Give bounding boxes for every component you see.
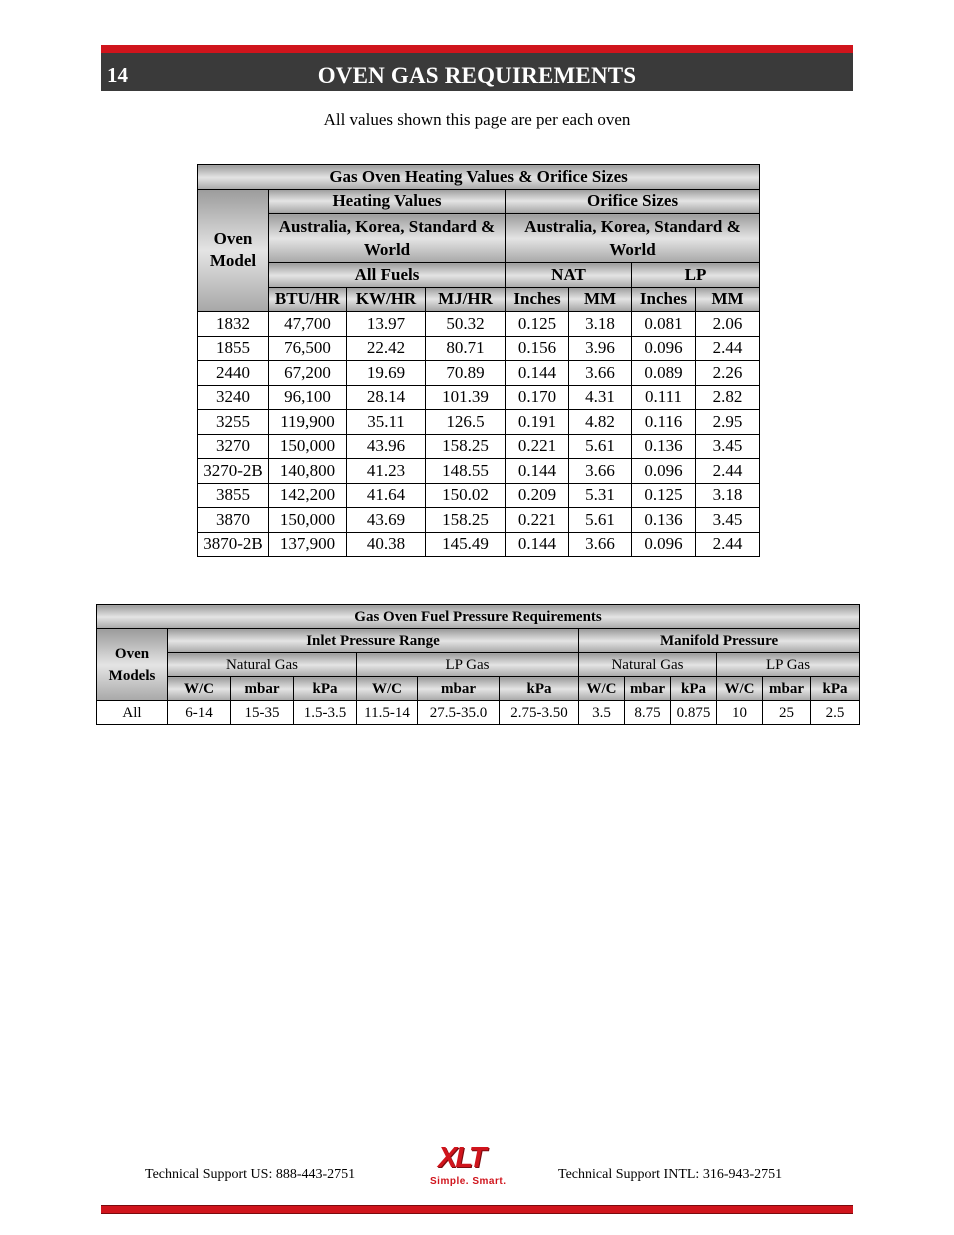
table-cell: 10 (717, 701, 763, 725)
table-cell: 28.14 (347, 385, 426, 410)
table-cell: 4.82 (569, 410, 632, 435)
column-header: W/C (717, 677, 763, 701)
table-cell: 148.55 (426, 459, 506, 484)
inlet-lp-gas-header: LP Gas (357, 653, 579, 677)
column-header: Inches (506, 287, 569, 312)
column-header: mbar (763, 677, 811, 701)
model-cell: 3855 (198, 483, 269, 508)
table-cell: 0.156 (506, 336, 569, 361)
table-cell: 5.61 (569, 508, 632, 533)
nat-header: NAT (506, 263, 632, 288)
orifice-sizes-header: Orifice Sizes (506, 189, 760, 214)
all-fuels-header: All Fuels (269, 263, 506, 288)
page-number: 14 (107, 63, 128, 87)
table-cell: 150,000 (269, 434, 347, 459)
fuel-pressure-table (96, 604, 860, 725)
table-cell: 76,500 (269, 336, 347, 361)
heating-table-title: Gas Oven Heating Values & Orifice Sizes (198, 165, 760, 190)
model-cell: 1832 (198, 312, 269, 337)
table-cell: 41.64 (347, 483, 426, 508)
table-row (198, 508, 760, 533)
table-cell: 8.75 (625, 701, 671, 725)
table-cell: 50.32 (426, 312, 506, 337)
lp-header: LP (632, 263, 760, 288)
table-cell: 0.191 (506, 410, 569, 435)
model-cell: 3870 (198, 508, 269, 533)
table-cell: 0.144 (506, 459, 569, 484)
table-cell: 3.5 (579, 701, 625, 725)
table-cell: 0.170 (506, 385, 569, 410)
manifold-lp-gas-header: LP Gas (717, 653, 860, 677)
oven-model-header: Oven Model (198, 189, 269, 312)
table-cell: 2.82 (696, 385, 760, 410)
model-cell: 1855 (198, 336, 269, 361)
oven-models-header: Oven Models (97, 629, 168, 701)
table-cell: 13.97 (347, 312, 426, 337)
page-subtitle: All values shown this page are per each oven (323, 110, 631, 129)
manifold-natural-gas-header: Natural Gas (579, 653, 717, 677)
model-cell: 3240 (198, 385, 269, 410)
table-cell: 35.11 (347, 410, 426, 435)
table-cell: 3.66 (569, 361, 632, 386)
logo-wordmark: XLT (438, 1142, 485, 1174)
table-cell: 0.081 (632, 312, 696, 337)
column-header: Inches (632, 287, 696, 312)
table-cell: 0.875 (671, 701, 717, 725)
page-header-bar (101, 45, 853, 91)
table-cell: 3.45 (696, 508, 760, 533)
column-header: W/C (579, 677, 625, 701)
table-cell: 0.221 (506, 508, 569, 533)
pressure-table-body (97, 701, 860, 725)
table-cell: 2.5 (811, 701, 860, 725)
table-cell: 96,100 (269, 385, 347, 410)
table-cell: 41.23 (347, 459, 426, 484)
table-cell: 142,200 (269, 483, 347, 508)
table-row (198, 385, 760, 410)
logo-tagline: Simple. Smart. (430, 1176, 507, 1187)
column-header: MM (696, 287, 760, 312)
table-cell: 0.136 (632, 508, 696, 533)
model-cell: 3270-2B (198, 459, 269, 484)
column-header: W/C (168, 677, 231, 701)
table-row (198, 361, 760, 386)
table-cell: 43.69 (347, 508, 426, 533)
table-cell: 0.144 (506, 532, 569, 557)
heating-region-header: Australia, Korea, Standard & World (269, 214, 506, 263)
table-row (198, 434, 760, 459)
heating-table-body (198, 312, 760, 557)
footer-rule (101, 1205, 853, 1214)
table-cell: 0.096 (632, 459, 696, 484)
table-row (97, 701, 860, 725)
heating-values-header: Heating Values (269, 189, 506, 214)
table-cell: 3.45 (696, 434, 760, 459)
column-header: kPa (294, 677, 357, 701)
xlt-logo (424, 1142, 528, 1192)
table-cell: 1.5-3.5 (294, 701, 357, 725)
table-cell: 5.61 (569, 434, 632, 459)
table-cell: 0.125 (632, 483, 696, 508)
column-header: KW/HR (347, 287, 426, 312)
column-header: W/C (357, 677, 418, 701)
table-cell: 0.221 (506, 434, 569, 459)
model-cell: 2440 (198, 361, 269, 386)
table-cell: 140,800 (269, 459, 347, 484)
column-header: BTU/HR (269, 287, 347, 312)
model-cell: All (97, 701, 168, 725)
table-cell: 0.089 (632, 361, 696, 386)
table-cell: 2.26 (696, 361, 760, 386)
column-header: mbar (418, 677, 500, 701)
table-cell: 0.096 (632, 532, 696, 557)
table-cell: 40.38 (347, 532, 426, 557)
table-cell: 0.111 (632, 385, 696, 410)
footer-support-intl: Technical Support INTL: 316-943-2751 (558, 1167, 783, 1182)
inlet-pressure-header: Inlet Pressure Range (168, 629, 579, 653)
table-row (198, 483, 760, 508)
footer-support-us: Technical Support US: 888-443-2751 (145, 1167, 356, 1182)
model-cell: 3255 (198, 410, 269, 435)
table-cell: 137,900 (269, 532, 347, 557)
table-cell: 22.42 (347, 336, 426, 361)
column-header: kPa (671, 677, 717, 701)
column-header: mbar (625, 677, 671, 701)
table-cell: 0.144 (506, 361, 569, 386)
model-cell: 3870-2B (198, 532, 269, 557)
table-row (198, 459, 760, 484)
table-cell: 0.125 (506, 312, 569, 337)
table-row (198, 532, 760, 557)
column-header: MM (569, 287, 632, 312)
table-cell: 67,200 (269, 361, 347, 386)
table-cell: 2.75-3.50 (500, 701, 579, 725)
table-cell: 158.25 (426, 508, 506, 533)
table-cell: 3.96 (569, 336, 632, 361)
table-cell: 101.39 (426, 385, 506, 410)
table-cell: 25 (763, 701, 811, 725)
column-header: mbar (231, 677, 294, 701)
table-cell: 80.71 (426, 336, 506, 361)
table-cell: 0.209 (506, 483, 569, 508)
table-cell: 3.18 (569, 312, 632, 337)
table-cell: 2.06 (696, 312, 760, 337)
table-cell: 2.44 (696, 336, 760, 361)
page-title: OVEN GAS REQUIREMENTS (317, 63, 637, 88)
table-cell: 15-35 (231, 701, 294, 725)
manifold-pressure-header: Manifold Pressure (579, 629, 860, 653)
model-cell: 3270 (198, 434, 269, 459)
table-cell: 4.31 (569, 385, 632, 410)
table-cell: 150,000 (269, 508, 347, 533)
pressure-table-title: Gas Oven Fuel Pressure Requirements (97, 605, 860, 629)
table-cell: 70.89 (426, 361, 506, 386)
table-row (198, 410, 760, 435)
column-header: MJ/HR (426, 287, 506, 312)
table-row (198, 336, 760, 361)
table-cell: 2.44 (696, 532, 760, 557)
table-cell: 5.31 (569, 483, 632, 508)
column-header: kPa (811, 677, 860, 701)
table-cell: 145.49 (426, 532, 506, 557)
table-cell: 0.116 (632, 410, 696, 435)
table-row (198, 312, 760, 337)
table-cell: 6-14 (168, 701, 231, 725)
table-cell: 2.44 (696, 459, 760, 484)
table-cell: 43.96 (347, 434, 426, 459)
table-cell: 0.136 (632, 434, 696, 459)
table-cell: 150.02 (426, 483, 506, 508)
table-cell: 27.5-35.0 (418, 701, 500, 725)
table-cell: 126.5 (426, 410, 506, 435)
table-cell: 3.66 (569, 459, 632, 484)
table-cell: 158.25 (426, 434, 506, 459)
inlet-natural-gas-header: Natural Gas (168, 653, 357, 677)
table-cell: 119,900 (269, 410, 347, 435)
table-cell: 47,700 (269, 312, 347, 337)
table-cell: 3.66 (569, 532, 632, 557)
orifice-region-header: Australia, Korea, Standard & World (506, 214, 760, 263)
table-cell: 11.5-14 (357, 701, 418, 725)
table-cell: 0.096 (632, 336, 696, 361)
table-cell: 2.95 (696, 410, 760, 435)
table-cell: 3.18 (696, 483, 760, 508)
column-header: kPa (500, 677, 579, 701)
table-cell: 19.69 (347, 361, 426, 386)
heating-values-table (197, 164, 760, 557)
